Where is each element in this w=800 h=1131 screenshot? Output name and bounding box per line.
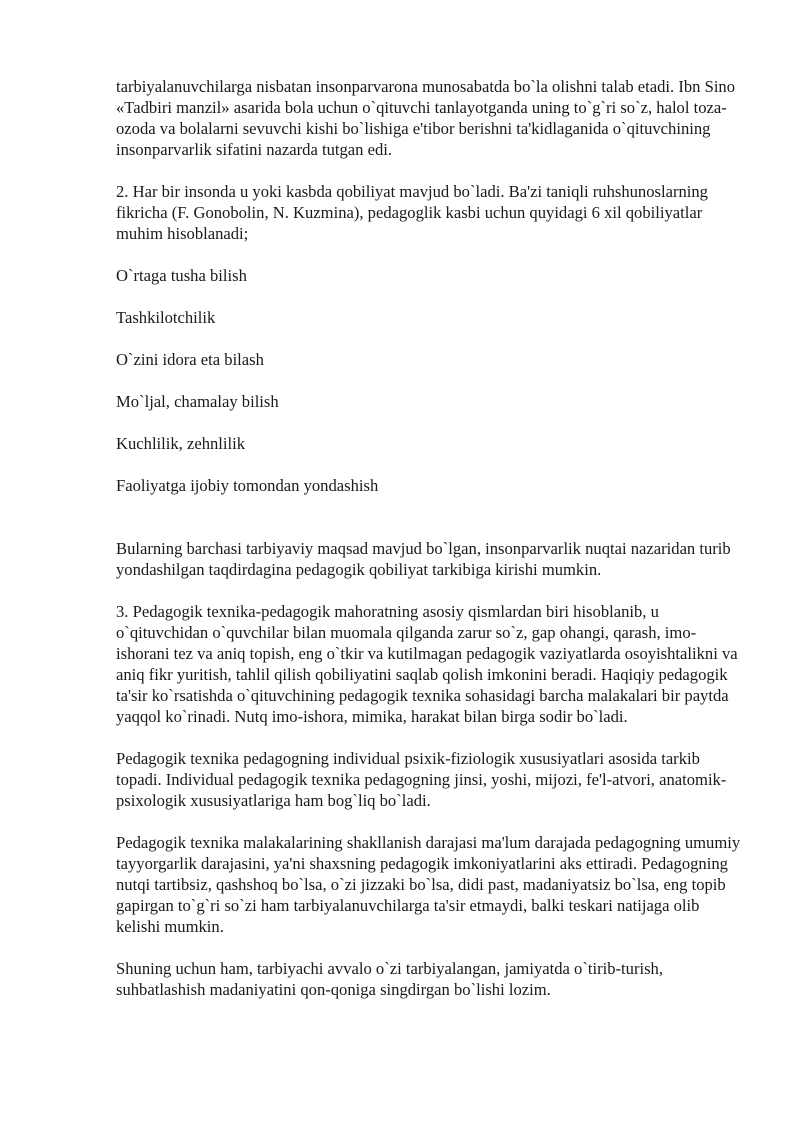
- list-item: Faoliyatga ijobiy tomondan yondashish: [116, 476, 379, 495]
- paragraph-malaka-darajasi: Pedagogik texnika malakalarining shakllanish darajasi ma'lum darajada pedagogning umumiy tayyorgarlik darajasini, ya'ni shaxsning pedagogik imkoniyatlarini aks ettiradi. Pedagogning nutqi tartibsiz, qashshoq bo`lsa, o`zi jizzaki bo`lsa, didi past, madaniyatsiz bo`lsa, eng topib gapirgan to`g`ri so`zi ham tarbiyalanuvchilarga ta'sir etmaydi, balki teskari natijaga olib kelishi mumkin.: [116, 833, 741, 936]
- paragraph-qobiliyat-intro: 2. Har bir insonda u yoki kasbda qobiliyat mavjud bo`ladi. Ba'zi taniqli ruhshunoslarning fikricha (F. Gonobolin, N. Kuzmina), pedagoglik kasbi uchun quyidagi 6 xil qobiliyatlar muhim hisoblanadi;: [116, 182, 708, 243]
- list-item: O`rtaga tusha bilish: [116, 266, 247, 285]
- paragraph-insonparvarlik: tarbiyalanuvchilarga nisbatan insonparvarona munosabatda bo`la olishni talab etadi. Ibn Sino «Tadbiri manzil» asarida bola uchun o`qituvchi tanlayotganda uning to`g`ri so`z, halol toza-ozoda va bolalarni sevuvchi kishi bo`lishiga e'tibor berishni ta'kidlaganida o`qituvchining insonparvarlik sifatini nazarda tutgan edi.: [116, 77, 736, 159]
- list-item: Kuchlilik, zehnlilik: [116, 434, 246, 453]
- paragraph-conclusion: Shuning uchun ham, tarbiyachi avvalo o`zi tarbiyalangan, jamiyatda o`tirib-turish, suhbatlashish madaniyatini qon-qoniga singdirgan bo`lishi lozim.: [116, 959, 663, 999]
- paragraph-pedagogik-texnika: 3. Pedagogik texnika-pedagogik mahoratning asosiy qismlardan biri hisoblanib, u o`qituvchidan o`quvchilar bilan muomala qilganda zarur so`z, gap ohangi, qarash, imo-ishorani tez va aniq topish, eng o`tkir va kutilmagan pedagogik vaziyatlarda osoyishtalikni va aniq fikr yuritish, tahlil qilish qobiliyatini saqlab qolish imkonini beradi. Haqiqiy pedagogik ta'sir ko`rsatishda o`qituvchining pedagogik texnika sohasidagi barcha malakalari bir paytda yaqqol ko`rinadi. Nutq imo-ishora, mimika, harakat bilan birga sodir bo`ladi.: [116, 602, 738, 726]
- list-item: Mo`ljal, chamalay bilish: [116, 392, 279, 411]
- list-item: O`zini idora eta bilash: [116, 350, 264, 369]
- list-item: Tashkilotchilik: [116, 308, 216, 327]
- paragraph-summary: Bularning barchasi tarbiyaviy maqsad mavjud bo`lgan, insonparvarlik nuqtai nazaridan turib yondashilgan taqdirdagina pedagogik qobiliyat tarkibiga kirishi mumkin.: [116, 539, 731, 579]
- document-page: [116, 76, 746, 1021]
- paragraph-individual-texnika: Pedagogik texnika pedagogning individual psixik-fiziologik xususiyatlari asosida tarkib topadi. Individual pedagogik texnika pedagogning jinsi, yoshi, mijozi, fe'l-atvori, anatomik-psixologik xususiyatlariga ham bog`liq bo`ladi.: [116, 749, 727, 810]
- abilities-list: [116, 265, 746, 496]
